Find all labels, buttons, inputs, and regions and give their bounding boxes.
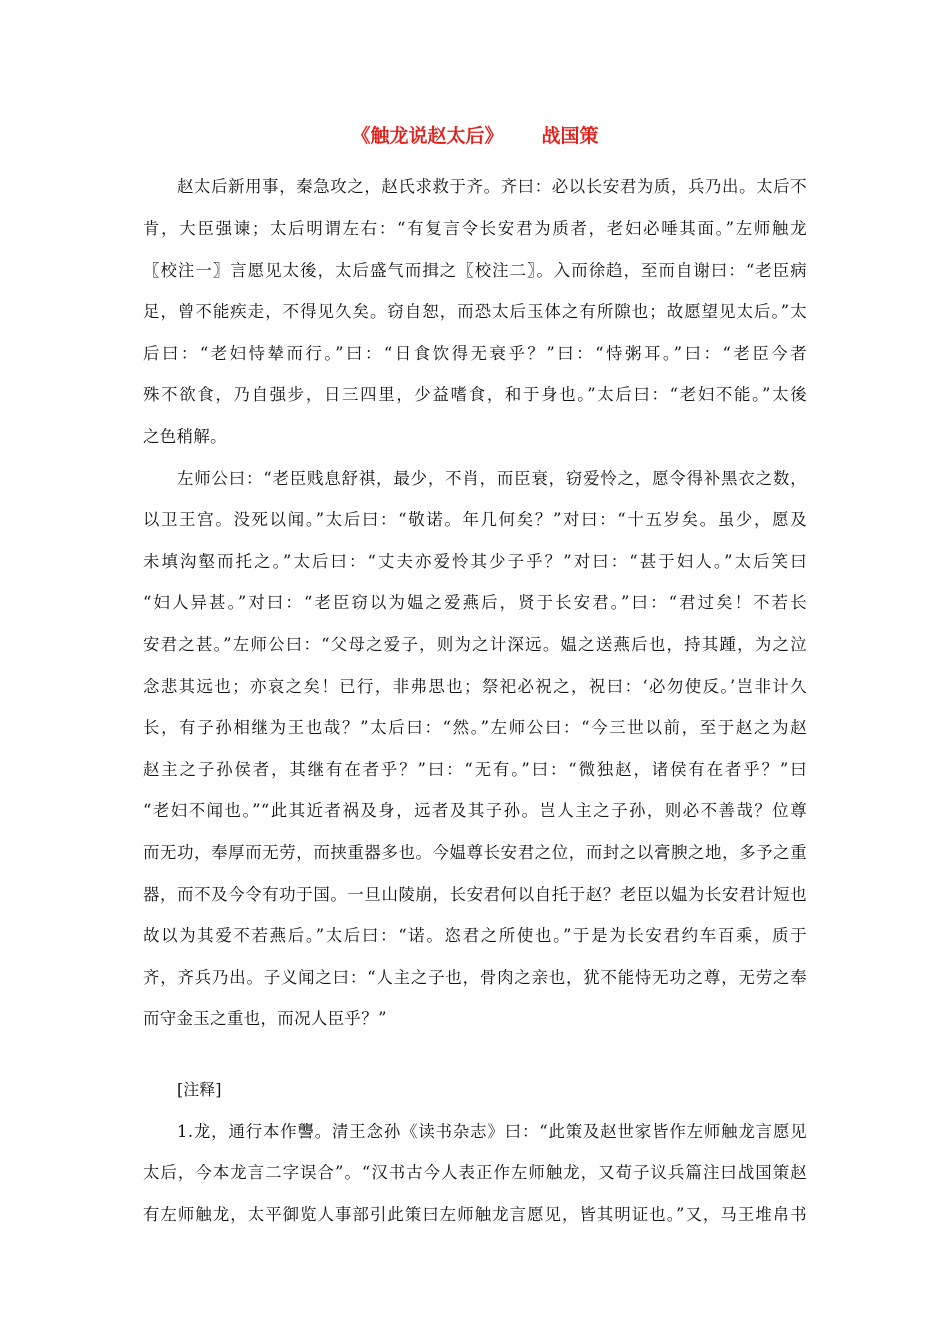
body-line: 〖校注一〗言愿见太後，太后盛气而揖之〖校注二〗。入而徐趋，至而自谢曰：“老臣病: [143, 261, 807, 280]
notes-heading: [注释]: [177, 1080, 222, 1099]
body-line: 肯，大臣强谏；太后明谓左右：“有复言令长安君为质者，老妇必唾其面。”左师触龙: [143, 219, 807, 238]
body-line: 念悲其远也；亦哀之矣！已行，非弗思也；祭祀必祝之，祝曰：‘必勿使反。’岂非计久: [143, 677, 807, 696]
body-line: 后曰：“老妇恃辇而行。”曰：“日食饮得无衰乎？”曰：“恃粥耳。”曰：“老臣今者: [143, 344, 807, 363]
title-source: 战国策: [541, 125, 599, 147]
body-line: 赵主之子孙侯者，其继有在者乎？”曰：“无有。”曰：“微独赵，诸侯有在者乎？”曰: [143, 760, 807, 779]
body-line: “老妇不闻也。”“此其近者祸及身，远者及其子孙。岂人主之子孙，则必不善哉？位尊: [143, 801, 807, 820]
title-main: 《触龙说赵太后》: [351, 125, 504, 147]
body-line: 而无功，奉厚而无劳，而挟重器多也。今媪尊长安君之位，而封之以膏腴之地，多予之重: [143, 843, 807, 862]
note-line: 1.龙，通行本作讋。清王念孙《读书杂志》曰：“此策及赵世家皆作左师触龙言愿见: [177, 1122, 807, 1141]
body-line: “妇人异甚。”对曰：“老臣窃以为媪之爱燕后，贤于长安君。”曰：“君过矣！不若长: [143, 593, 807, 612]
body-line: 安君之甚。”左师公曰：“父母之爱子，则为之计深远。媪之送燕后也，持其踵，为之泣: [143, 635, 807, 654]
body-line: 殊不欲食，乃自强步，日三四里，少益嗜食，和于身也。”太后曰：“老妇不能。”太後: [143, 385, 807, 404]
page-title: [0, 121, 950, 151]
body-line: 之色稍解。: [143, 427, 227, 446]
body-line: 左师公曰：“老臣贱息舒祺，最少，不肖，而臣衰，窃爱怜之，愿令得补黑衣之数，: [177, 469, 807, 488]
note-line: 太后，今本龙言二字误合”。“汉书古今人表正作左师触龙，又荀子议兵篇注曰战国策赵: [143, 1163, 807, 1182]
body-line: 而守金玉之重也，而况人臣乎？”: [143, 1009, 387, 1028]
note-line: 有左师触龙，太平御览人事部引此策曰左师触龙言愿见，皆其明证也。”又，马王堆帛书: [143, 1205, 807, 1224]
body-line: 以卫王宫。没死以闻。”太后曰：“敬诺。年几何矣？”对曰：“十五岁矣。虽少，愿及: [143, 510, 807, 529]
body-line: 未填沟壑而托之。”太后曰：“丈夫亦爱怜其少子乎？”对曰：“甚于妇人。”太后笑曰: [143, 552, 807, 571]
body-line: 长，有子孙相继为王也哉？”太后曰：“然。”左师公曰：“今三世以前，至于赵之为赵: [143, 718, 807, 737]
body-line: 故以为其爱不若燕后。”太后曰：“诺。恣君之所使也。”于是为长安君约车百乘，质于: [143, 926, 807, 945]
body-line: 器，而不及今令有功于国。一旦山陵崩，长安君何以自托于赵？老臣以媪为长安君计短也: [143, 885, 807, 904]
body-line: 赵太后新用事，秦急攻之，赵氏求救于齐。齐曰：必以长安君为质，兵乃出。太后不: [177, 177, 807, 196]
body-line: 齐，齐兵乃出。子义闻之曰：“人主之子也，骨肉之亲也，犹不能恃无功之尊，无劳之奉: [143, 968, 807, 987]
body-line: 足，曾不能疾走，不得见久矣。窃自恕，而恐太后玉体之有所隙也；故愿望见太后。”太: [143, 302, 807, 321]
